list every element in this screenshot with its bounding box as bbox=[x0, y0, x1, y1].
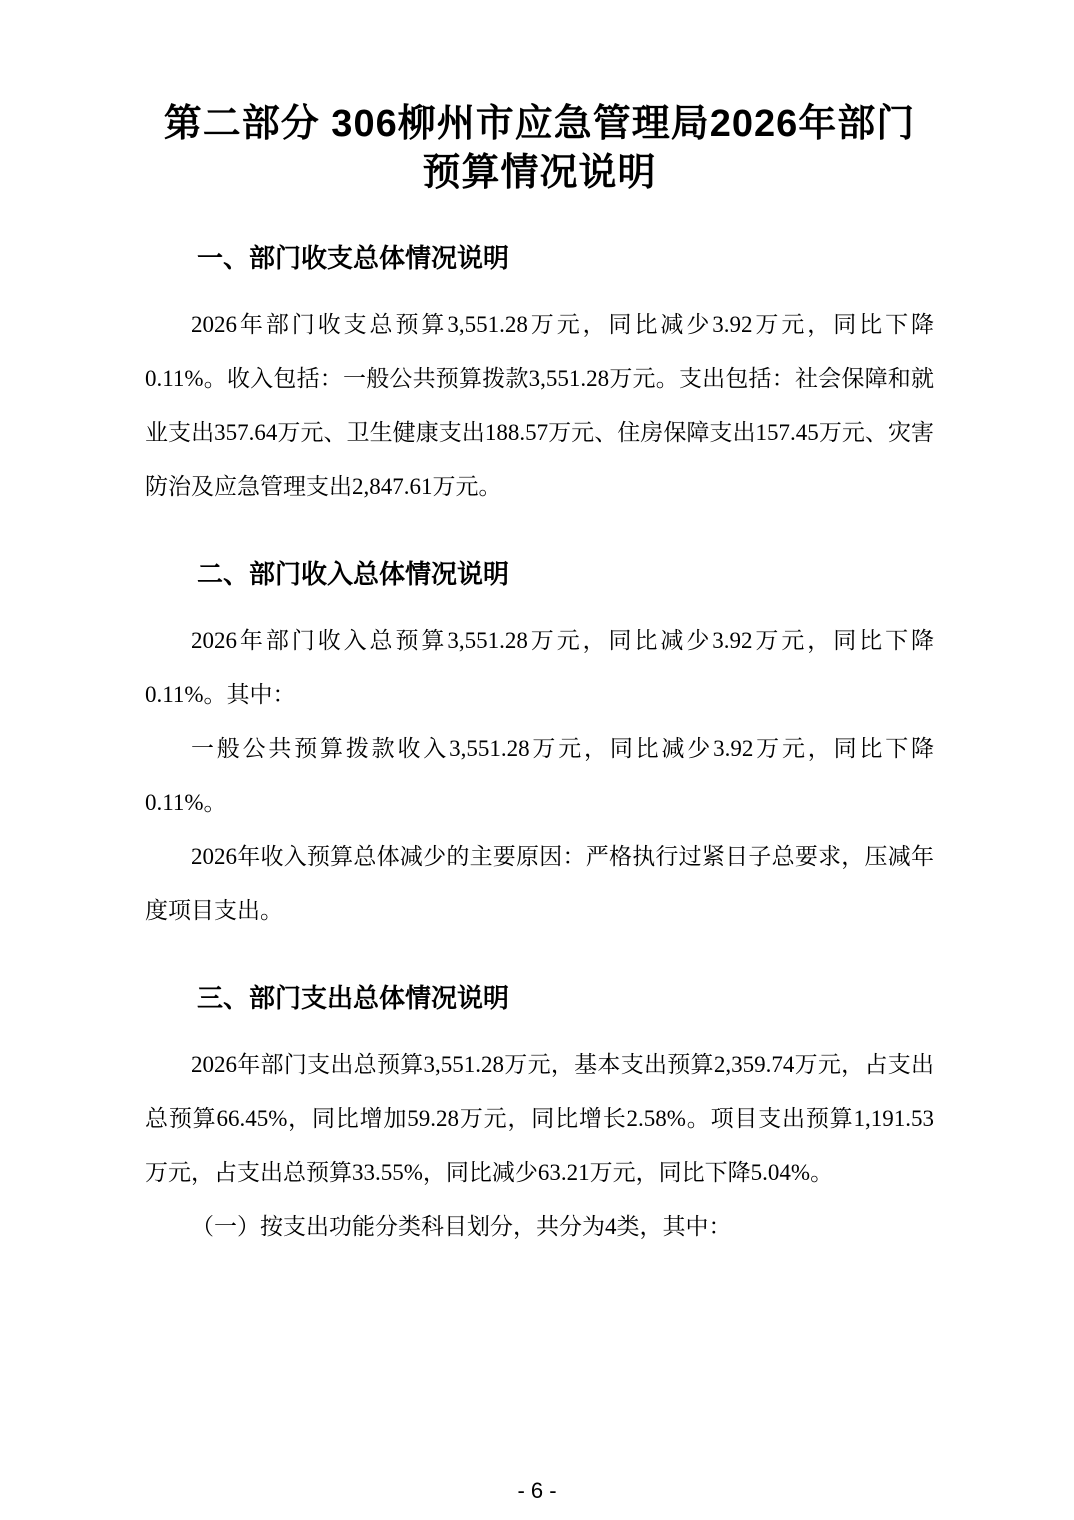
section-2-paragraph: 一般公共预算拨款收入3,551.28万元，同比减少3.92万元，同比下降0.11%。 bbox=[145, 736, 934, 815]
section-income-expenditure-overview bbox=[145, 242, 934, 514]
section-2-paragraph: 2026年部门收入总预算3,551.28万元，同比减少3.92万元，同比下降0.11%。其中： bbox=[145, 628, 934, 707]
section-3-paragraph: 2026年部门支出总预算3,551.28万元，基本支出预算2,359.74万元，占支出总预算66.45%，同比增加59.28万元，同比增长2.58%。项目支出预算1,191.53万元，占支出总预算33.55%，同比减少63.21万元，同比下降5.04%。 bbox=[145, 1052, 934, 1185]
section-3-paragraph: （一）按支出功能分类科目划分，共分为4类，其中： bbox=[191, 1214, 732, 1239]
section-3-heading: 三、部门支出总体情况说明 bbox=[197, 983, 510, 1013]
section-1-paragraph: 2026年部门收支总预算3,551.28万元，同比减少3.92万元，同比下降0.11%。收入包括：一般公共预算拨款3,551.28万元。支出包括：社会保障和就业支出357.64万元、卫生健康支出188.57万元、住房保障支出157.45万元、灾害防治及应急管理支出2,847.61万元。 bbox=[145, 312, 934, 499]
section-2-paragraph: 2026年收入预算总体减少的主要原因：严格执行过紧日子总要求，压减年度项目支出。 bbox=[145, 844, 934, 923]
page-number: - 6 - bbox=[517, 1478, 557, 1503]
section-expenditure-overview bbox=[145, 982, 934, 1254]
document-title: 第二部分 306柳州市应急管理局2026年部门预算情况说明 bbox=[163, 103, 916, 194]
section-1-heading: 一、部门收支总体情况说明 bbox=[197, 243, 510, 273]
section-2-heading: 二、部门收入总体情况说明 bbox=[197, 559, 510, 589]
section-income-overview bbox=[145, 558, 934, 938]
